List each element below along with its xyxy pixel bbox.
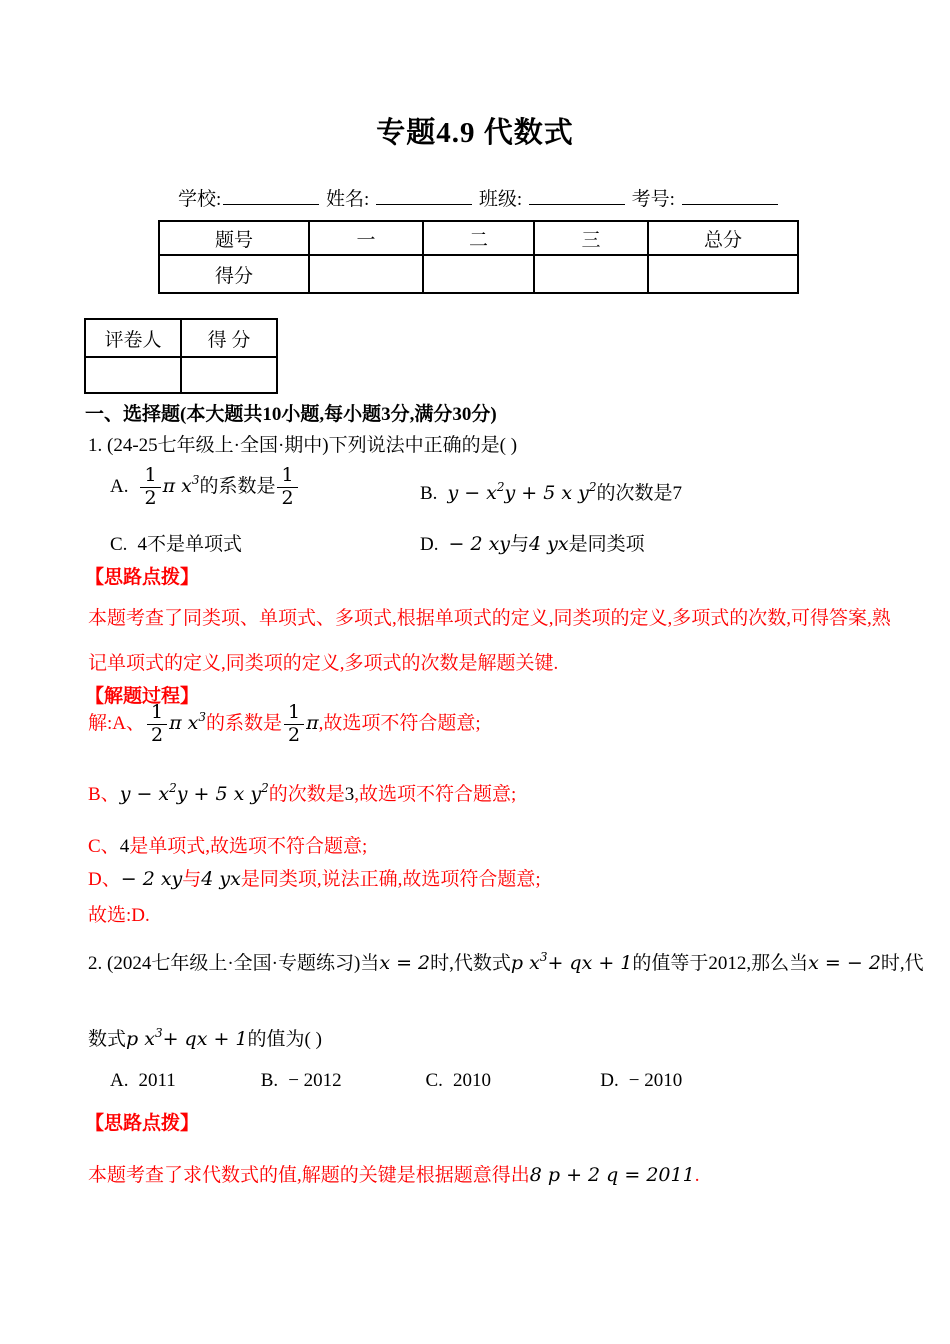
q1-option-b	[420, 478, 682, 505]
q1-option-a	[110, 466, 300, 509]
q1-solution-line-a	[88, 703, 481, 746]
math-expression: p x	[510, 952, 540, 974]
option-c-label: C.	[425, 1070, 443, 1091]
option-b-value: − 2012	[288, 1070, 342, 1091]
option-c-text: 4不是单项式	[137, 534, 242, 555]
math-expression: x = 2	[379, 952, 431, 974]
q1-solution-line-b	[88, 779, 516, 806]
math-expression: + qx + 1	[162, 1028, 248, 1050]
q2-line2-text1: 数式	[88, 1029, 127, 1050]
score-cell-empty	[648, 255, 798, 293]
score-cell-empty	[423, 255, 534, 293]
fraction-numerator: 1	[277, 466, 297, 488]
score-cell-empty	[309, 255, 423, 293]
name-label: 姓名:	[326, 189, 370, 210]
option-d-value: − 2010	[628, 1070, 683, 1091]
q1-solution-line-d	[88, 864, 541, 891]
option-b-text: 的次数是7	[596, 483, 683, 504]
math-expression: y + 5 x y	[176, 783, 262, 805]
math-expression: 4 yx	[529, 533, 569, 555]
header-total: 总分	[648, 221, 798, 255]
option-d-label: D.	[600, 1070, 619, 1091]
q2-hint-red1: 本题考查了求代数式的值,解题的关键是根据题意得出	[88, 1165, 530, 1186]
fraction	[284, 703, 304, 746]
q2-line2-text2: 的值为( )	[247, 1029, 322, 1050]
q1-conclusion: 故选:D.	[88, 905, 150, 926]
table-row	[159, 255, 798, 293]
school-label: 学校:	[178, 189, 222, 210]
score-label: 得 分	[181, 319, 277, 357]
section-heading: 一、选择题(本大题共10小题,每小题3分,满分30分)	[85, 404, 497, 425]
q1-solution-line-c	[88, 831, 367, 858]
question-2-line2	[88, 1024, 322, 1051]
score-cell-empty	[534, 255, 648, 293]
page-title: 专题4.9 代数式	[376, 117, 574, 149]
math-expression: − 2 xy	[120, 868, 183, 890]
class-label: 班级:	[478, 189, 523, 210]
math-expression: y + 5 x y	[504, 482, 589, 504]
math-expression: π x	[162, 474, 192, 497]
question-2-options	[110, 1070, 682, 1092]
header-question-number: 题号	[159, 221, 309, 255]
option-d-text: 与	[510, 534, 530, 555]
fraction-denominator: 2	[151, 723, 164, 746]
option-c-label: C.	[110, 534, 128, 555]
math-expression: 8 p + 2 q = 2011	[529, 1164, 695, 1186]
option-b-label: B.	[260, 1070, 279, 1091]
q1-hint-line1: 本题考查了同类项、单项式、多项式,根据单项式的定义,同类项的定义,多项式的次数,可得答案,熟	[88, 608, 891, 629]
score-summary-table	[158, 220, 799, 294]
grader-label: 评卷人	[85, 319, 181, 357]
q2-text4: 时,代	[880, 953, 924, 974]
solution-d-red1: D、	[88, 869, 121, 890]
table-row	[85, 357, 277, 393]
q2-text3: 的值等于2012,那么当	[632, 953, 809, 974]
fraction	[277, 466, 297, 509]
option-a-label: A.	[110, 475, 129, 497]
q2-option-d	[600, 1070, 682, 1092]
solution-a-red3: ,故选项不符合题意;	[318, 712, 481, 734]
school-blank	[223, 186, 319, 205]
table-row	[159, 221, 798, 255]
option-d-label: D.	[420, 534, 439, 555]
header-part-three: 三	[534, 221, 648, 255]
solution-a-red1: 解:A、	[88, 712, 146, 734]
question-1-number: 1.	[88, 435, 103, 456]
math-expression: π x	[169, 711, 199, 734]
q1-option-d	[420, 529, 645, 556]
exponent: 3	[191, 472, 200, 487]
score-row-label: 得分	[159, 255, 309, 293]
fraction-numerator: 1	[147, 703, 167, 725]
math-expression: + qx + 1	[547, 952, 633, 974]
q1-hint-paragraph	[88, 596, 891, 686]
fraction-denominator: 2	[144, 486, 157, 509]
q2-option-c	[426, 1070, 596, 1092]
math-expression: x = − 2	[808, 952, 881, 974]
fraction-numerator: 1	[140, 466, 160, 488]
solution-b-red1: B、	[88, 784, 120, 805]
exponent: 2	[588, 480, 597, 494]
solution-c-red2: 是单项式,故选项不符合题意;	[129, 836, 368, 857]
exam-number-blank	[682, 186, 778, 205]
grader-table	[84, 318, 278, 394]
table-row	[85, 319, 277, 357]
header-part-one: 一	[309, 221, 423, 255]
fraction	[147, 703, 167, 746]
solution-d-red2: 与	[182, 869, 202, 890]
q2-text1: (2024七年级上·全国·专题练习)当	[107, 953, 380, 974]
fraction-denominator: 2	[281, 486, 294, 509]
score-cell-empty	[181, 357, 277, 393]
student-info-line	[178, 184, 780, 211]
header-part-two: 二	[423, 221, 534, 255]
solution-d-red3: 是同类项,说法正确,故选项符合题意;	[240, 869, 541, 890]
fraction	[140, 466, 160, 509]
solution-c-red1: C、	[88, 836, 120, 857]
math-expression: − 2 xy	[448, 533, 511, 555]
option-a-text: 的系数是	[199, 475, 276, 497]
math-expression: π	[306, 711, 319, 734]
q2-option-b	[261, 1070, 421, 1092]
question-1-text: (24-25七年级上·全国·期中)下列说法中正确的是( )	[107, 435, 518, 456]
q2-hint-red2: .	[694, 1165, 700, 1186]
q1-hint-line2: 记单项式的定义,同类项的定义,多项式的次数是解题关键.	[88, 653, 559, 674]
question-1-stem	[88, 430, 517, 457]
question-2-number: 2.	[88, 953, 103, 974]
question-1-options-row1	[0, 466, 950, 524]
question-2-line1	[88, 948, 924, 975]
class-blank	[529, 186, 625, 205]
exponent: 2	[261, 781, 269, 795]
q2-option-a	[110, 1070, 256, 1092]
option-b-label: B.	[420, 483, 438, 504]
grader-cell-empty	[85, 357, 181, 393]
fraction-denominator: 2	[288, 723, 301, 746]
q1-process-header: 【解题过程】	[85, 686, 200, 707]
q1-hint-header: 【思路点拨】	[85, 567, 200, 588]
q1-option-c	[110, 529, 242, 556]
solution-b-black: 3	[344, 784, 355, 805]
exponent: 3	[154, 1026, 163, 1040]
option-a-value: 2011	[138, 1070, 176, 1091]
option-d-text2: 是同类项	[568, 534, 645, 555]
math-expression: p x	[126, 1028, 155, 1050]
exponent: 2	[496, 480, 505, 494]
name-blank	[376, 186, 472, 205]
math-expression: y − x	[447, 482, 497, 504]
solution-b-red3: ,故选项不符合题意;	[354, 784, 517, 805]
q2-text2: 时,代数式	[430, 953, 511, 974]
math-expression: 4 yx	[201, 868, 241, 890]
solution-a-red2: 的系数是	[206, 712, 283, 734]
exponent: 2	[169, 781, 177, 795]
exponent: 3	[198, 709, 206, 724]
option-c-value: 2010	[452, 1070, 491, 1091]
exponent: 3	[539, 950, 548, 964]
q2-hint-header: 【思路点拨】	[85, 1113, 200, 1134]
solution-b-red2: 的次数是	[268, 784, 345, 805]
math-expression: y − x	[119, 783, 170, 805]
q2-hint-line	[88, 1160, 699, 1187]
solution-c-black: 4	[119, 836, 130, 857]
exam-number-label: 考号:	[631, 189, 675, 210]
option-a-label: A.	[110, 1070, 129, 1091]
fraction-numerator: 1	[284, 703, 304, 725]
